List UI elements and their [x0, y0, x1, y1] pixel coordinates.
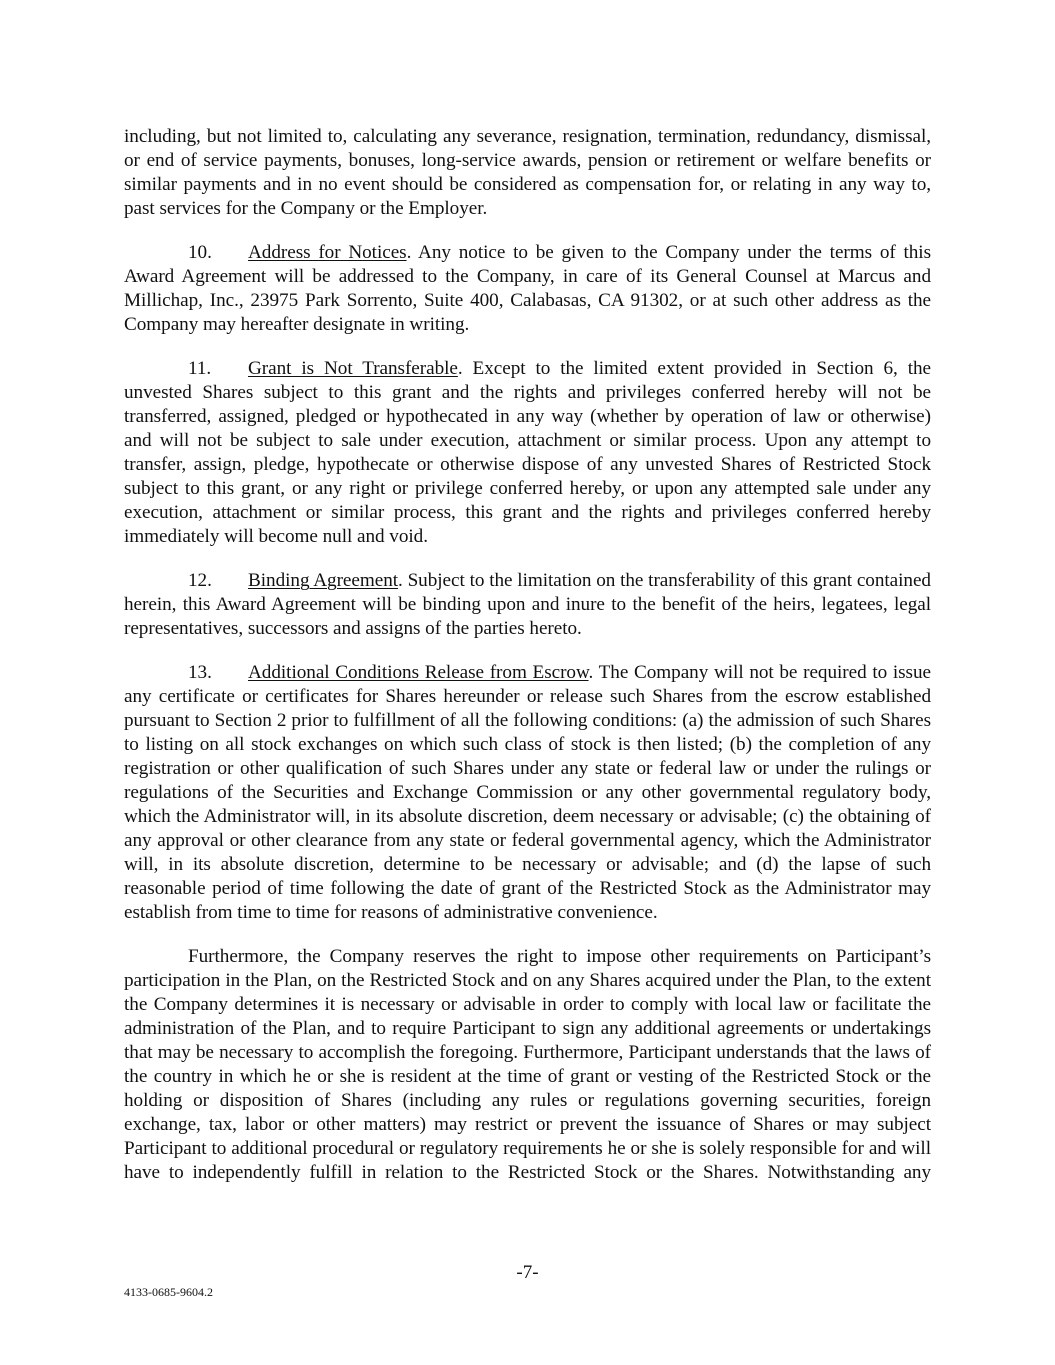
section-title: Address for Notices: [248, 242, 407, 263]
section-13-additional-conditions: [124, 661, 931, 925]
section-title: Additional Conditions Release from Escrow: [248, 662, 589, 683]
section-11-grant-not-transferable: [124, 357, 931, 549]
document-id: 4133-0685-9604.2: [124, 1285, 213, 1299]
continuation-paragraph: including, but not limited to, calculating any severance, resignation, termination, redundancy, dismissal, or end of service payments, bonuses, long-service awards, pension or retirement or welfare benefits or similar payments and in no event should be considered as compensation for, or relating in any way to, past services for the Company or the Employer.: [124, 126, 931, 219]
section-title: Binding Agreement: [248, 570, 399, 591]
section-body: . Except to the limited extent provided in Section 6, the unvested Shares subject to this grant and the rights and privileges conferred hereby will not be transferred, assigned, pledged or hypothecated in any way (whether by operation of law or otherwise) and will not be subject to sale under execution, attachment or similar process. Upon any attempt to transfer, assign, pledge, hypothecate or otherwise dispose of any unvested Shares of Restricted Stock subject to this grant, or any right or privilege conferred hereby, or upon any attempted sale under any execution, attachment or similar process, this grant and the rights and privileges conferred hereby immediately will become null and void.: [124, 358, 931, 547]
section-body: . Any notice to be given to the Company under the terms of this Award Agreement will be addressed to the Company, in care of its General Counsel at Marcus and Millichap, Inc., 23975 Park Sorrento, Suite 400, Calabasas, CA 91302, or at such other address as the Company may hereafter designate in writing.: [124, 242, 932, 335]
section-number: 10.: [188, 242, 212, 263]
page-number: -7-: [516, 1262, 539, 1283]
section-body: . The Company will not be required to issue any certificate or certificates for Shares hereunder or release such Shares from the escrow established pursuant to Section 2 prior to fulfillment of all the following conditions: (a) the admission of such Shares to listing on all stock exchanges on which such class of stock is then listed; (b) the completion of any registration or other qualification of such Shares under any state or federal law or under the rulings or regulations of the Securities and Exchange Commission or any other governmental regulatory body, which the Administrator will, in its absolute discretion, deem necessary or advisable; (c) the obtaining of any approval or other clearance from any state or federal governmental agency, which the Administrator will, in its absolute discretion, determine to be necessary or advisable; and (d) the lapse of such reasonable period of time following the date of grant of the Restricted Stock as the Administrator may establish from time to time for reasons of administrative convenience.: [124, 662, 931, 923]
section-number: 12.: [188, 570, 212, 591]
document-page: [124, 125, 931, 1205]
section-title: Grant is Not Transferable: [248, 358, 458, 379]
section-number: 11.: [188, 358, 212, 379]
section-body: . Subject to the limitation on the transferability of this grant contained herein, this Award Agreement will be binding upon and inure to the benefit of the heirs, legatees, legal representatives, successors and assigns of the parties hereto.: [124, 570, 931, 639]
section-12-binding-agreement: [124, 569, 931, 641]
section-10-address-for-notices: [124, 241, 931, 337]
furthermore-paragraph: Furthermore, the Company reserves the right to impose other requirements on Participant’s participation in the Plan, on the Restricted Stock and on any Shares acquired under the Plan, to the extent the Company determines it is necessary or advisable in order to comply with local law or facilitate the administration of the Plan, and to require Participant to sign any additional agreements or undertakings that may be necessary to accomplish the foregoing. Furthermore, Participant understands that the laws of the country in which he or she is resident at the time of grant or vesting of the Restricted Stock or the holding or disposition of Shares (including any rules or regulations governing securities, foreign exchange, tax, labor or other matters) may restrict or prevent the issuance of Shares or may subject Participant to additional procedural or regulatory requirements he or she is solely responsible for and will have to independently fulfill in relation to the Restricted Stock or the Shares. Notwithstanding any: [124, 946, 931, 1183]
section-number: 13.: [188, 662, 212, 683]
